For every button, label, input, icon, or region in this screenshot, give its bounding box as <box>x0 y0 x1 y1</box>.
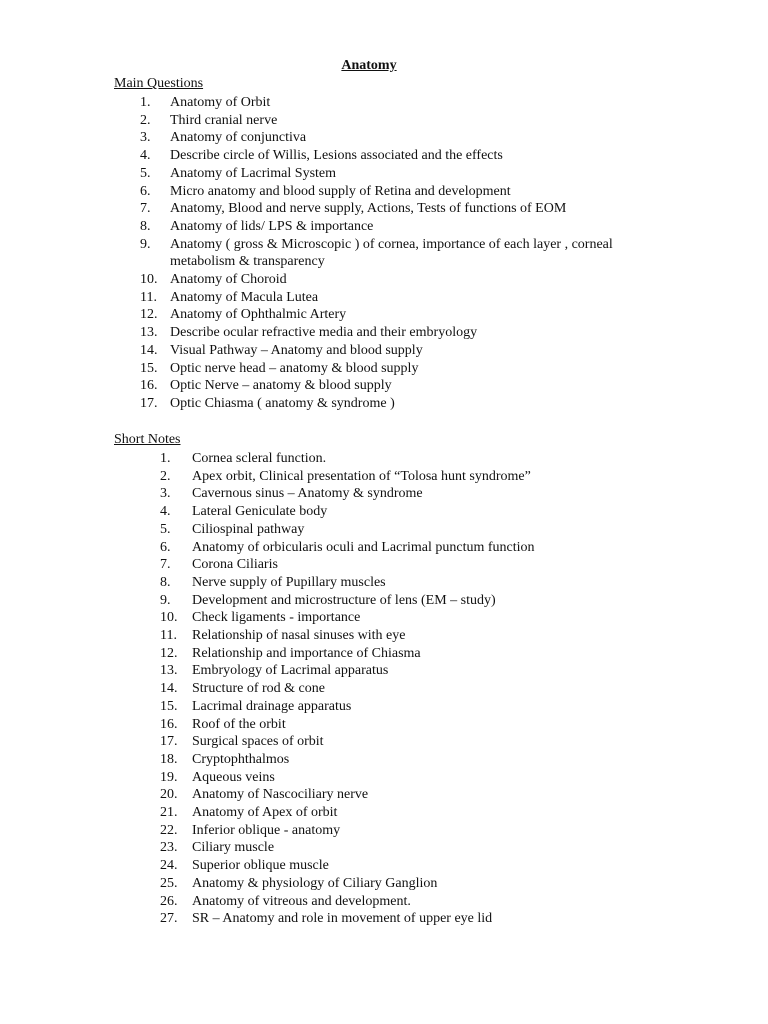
item-number: 5. <box>140 165 151 181</box>
list-item <box>160 556 660 574</box>
list-item <box>160 786 660 804</box>
item-text: Ciliospinal pathway <box>192 521 305 537</box>
list-item <box>140 94 660 112</box>
item-text: Check ligaments - importance <box>192 610 361 626</box>
item-number: 10. <box>140 272 158 288</box>
list-item <box>160 645 660 663</box>
main-questions-heading: Main Questions <box>114 76 204 91</box>
list-item <box>160 769 660 787</box>
item-number: 11. <box>160 628 177 644</box>
item-number: 6. <box>140 183 151 199</box>
item-number: 5. <box>160 521 171 537</box>
list-item <box>160 822 660 840</box>
list-item <box>160 875 660 893</box>
list-item <box>140 271 660 289</box>
list-item <box>160 804 660 822</box>
list-item <box>160 521 660 539</box>
item-number: 19. <box>160 769 178 785</box>
list-item <box>140 360 660 378</box>
item-number: 8. <box>160 574 171 590</box>
item-number: 24. <box>160 858 178 874</box>
list-item <box>140 236 660 271</box>
list-item <box>140 289 660 307</box>
item-number: 15. <box>140 360 158 376</box>
list-item <box>160 857 660 875</box>
list-item <box>140 183 660 201</box>
item-number: 25. <box>160 875 178 891</box>
list-item <box>160 680 660 698</box>
item-text: Inferior oblique - anatomy <box>192 822 341 838</box>
item-number: 6. <box>160 539 171 555</box>
item-text: Embryology of Lacrimal apparatus <box>192 663 389 679</box>
item-text: Anatomy of Orbit <box>170 95 271 110</box>
item-text: Optic Chiasma ( anatomy & syndrome ) <box>170 395 395 411</box>
item-text: Cornea scleral function. <box>192 451 327 466</box>
item-text: Relationship and importance of Chiasma <box>192 645 421 661</box>
item-number: 13. <box>140 325 158 341</box>
list-item <box>140 147 660 165</box>
item-number: 27. <box>160 911 178 927</box>
list-item <box>140 218 660 236</box>
list-item <box>160 609 660 627</box>
list-item <box>140 112 660 130</box>
item-text: Apex orbit, Clinical presentation of “Tolosa hunt syndrome” <box>192 468 531 484</box>
item-number: 17. <box>160 734 178 750</box>
item-text: Describe ocular refractive media and their embryology <box>170 325 478 341</box>
item-number: 16. <box>140 378 158 394</box>
item-text: Anatomy ( gross & Microscopic ) of cornea, importance of each layer , corneal metabolism & transparency <box>170 236 613 270</box>
list-item <box>160 503 660 521</box>
list-item <box>160 751 660 769</box>
list-item <box>160 592 660 610</box>
item-number: 16. <box>160 716 178 732</box>
item-text: Surgical spaces of orbit <box>192 734 324 750</box>
item-text: Anatomy of Apex of orbit <box>192 805 338 821</box>
list-item <box>160 698 660 716</box>
item-number: 2. <box>160 468 171 484</box>
item-text: Ciliary muscle <box>192 840 275 856</box>
list-item <box>140 129 660 147</box>
item-number: 3. <box>160 486 171 502</box>
item-text: Lacrimal drainage apparatus <box>192 698 352 714</box>
item-text: Anatomy of orbicularis oculi and Lacrimal punctum function <box>192 539 535 555</box>
item-number: 4. <box>140 148 151 164</box>
item-number: 2. <box>140 112 151 128</box>
item-text: Anatomy of vitreous and development. <box>192 893 411 909</box>
item-text: Anatomy of Choroid <box>170 272 287 288</box>
item-text: SR – Anatomy and role in movement of upper eye lid <box>192 911 493 927</box>
item-text: Third cranial nerve <box>170 112 278 128</box>
item-text: Lateral Geniculate body <box>192 504 328 520</box>
item-number: 26. <box>160 893 178 909</box>
item-number: 18. <box>160 751 178 767</box>
item-text: Optic Nerve – anatomy & blood supply <box>170 378 392 394</box>
list-item <box>140 342 660 360</box>
item-number: 20. <box>160 787 178 803</box>
list-item <box>160 716 660 734</box>
list-item <box>160 468 660 486</box>
item-text: Development and microstructure of lens (EM – study) <box>192 592 496 608</box>
item-number: 8. <box>140 218 151 234</box>
short-notes-heading: Short Notes <box>114 432 181 447</box>
item-number: 11. <box>140 289 157 305</box>
item-text: Micro anatomy and blood supply of Retina and development <box>170 183 511 199</box>
item-text: Corona Ciliaris <box>192 557 278 573</box>
list-item <box>160 662 660 680</box>
list-item <box>160 839 660 857</box>
list-item <box>160 910 660 928</box>
item-text: Anatomy of lids/ LPS & importance <box>170 218 374 234</box>
item-number: 13. <box>160 663 178 679</box>
item-text: Superior oblique muscle <box>192 858 329 874</box>
item-number: 9. <box>140 236 151 252</box>
item-text: Anatomy of conjunctiva <box>170 130 307 146</box>
item-number: 7. <box>160 557 171 573</box>
item-text: Structure of rod & cone <box>192 681 325 697</box>
list-item <box>160 485 660 503</box>
list-item <box>160 893 660 911</box>
item-text: Optic nerve head – anatomy & blood supply <box>170 360 419 376</box>
item-text: Cryptophthalmos <box>192 751 290 767</box>
item-number: 22. <box>160 822 178 838</box>
main-questions-list <box>140 94 660 413</box>
item-number: 12. <box>140 307 158 323</box>
list-item <box>140 165 660 183</box>
item-number: 14. <box>160 681 178 697</box>
list-item <box>160 627 660 645</box>
item-text: Anatomy, Blood and nerve supply, Actions, Tests of functions of EOM <box>170 201 567 217</box>
list-item <box>160 574 660 592</box>
item-text: Anatomy of Nascociliary nerve <box>192 787 369 803</box>
item-number: 12. <box>160 645 178 661</box>
item-number: 15. <box>160 698 178 714</box>
list-item <box>140 200 660 218</box>
item-number: 3. <box>140 130 151 146</box>
item-number: 1. <box>140 95 151 110</box>
short-notes-list <box>160 450 660 928</box>
list-item <box>140 395 660 413</box>
item-number: 23. <box>160 840 178 856</box>
item-number: 4. <box>160 504 171 520</box>
list-item <box>160 539 660 557</box>
item-number: 10. <box>160 610 178 626</box>
item-number: 17. <box>140 395 158 411</box>
item-number: 1. <box>160 451 171 466</box>
item-text: Anatomy of Lacrimal System <box>170 165 337 181</box>
list-item <box>160 450 660 468</box>
item-text: Visual Pathway – Anatomy and blood supply <box>170 342 423 358</box>
item-number: 7. <box>140 201 151 217</box>
item-number: 21. <box>160 805 178 821</box>
list-item <box>140 324 660 342</box>
item-text: Relationship of nasal sinuses with eye <box>192 628 406 644</box>
item-text: Roof of the orbit <box>192 716 286 732</box>
item-text: Anatomy of Ophthalmic Artery <box>170 307 347 323</box>
item-text: Describe circle of Willis, Lesions associated and the effects <box>170 148 503 164</box>
item-number: 14. <box>140 342 158 358</box>
item-text: Anatomy & physiology of Ciliary Ganglion <box>192 875 438 891</box>
item-text: Cavernous sinus – Anatomy & syndrome <box>192 486 423 502</box>
item-number: 9. <box>160 592 171 608</box>
page-title: Anatomy <box>341 58 397 73</box>
list-item <box>160 733 660 751</box>
list-item <box>140 306 660 324</box>
item-text: Aqueous veins <box>192 769 275 785</box>
item-text: Anatomy of Macula Lutea <box>170 289 319 305</box>
item-text: Nerve supply of Pupillary muscles <box>192 574 386 590</box>
list-item <box>140 377 660 395</box>
